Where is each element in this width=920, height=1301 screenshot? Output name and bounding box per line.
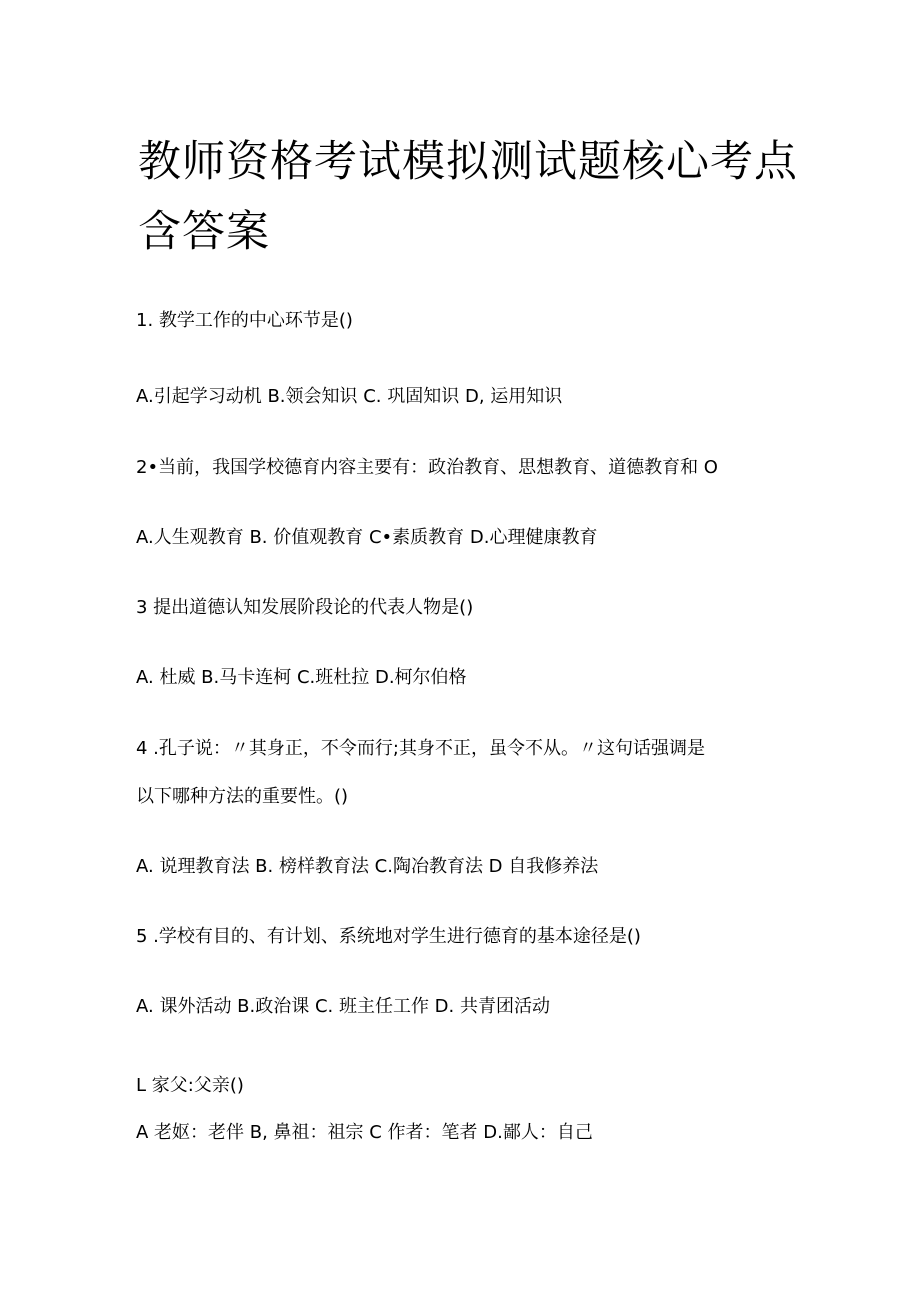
question-6-options: A 老妪：老伴 B, 鼻祖：祖宗 C 作者：笔者 D.鄙人：自己 (136, 1122, 593, 1143)
question-1-options: A.引起学习动机 B.领会知识 C. 巩固知识 D, 运用知识 (136, 386, 563, 407)
document-title-line-2: 含答案 (138, 207, 270, 257)
question-3-stem: 3 提出道德认知发展阶段论的代表人物是() (136, 597, 474, 618)
question-2-options: A.人生观教育 B. 价值观教育 C•素质教育 D.心理健康教育 (136, 527, 598, 548)
question-1-stem: 1. 教学工作的中心环节是() (136, 310, 353, 331)
question-4-stem-line-2: 以下哪种方法的重要性。() (136, 786, 349, 807)
question-5-options: A. 课外活动 B.政治课 C. 班主任工作 D. 共青团活动 (136, 996, 550, 1017)
question-2-stem: 2•当前，我国学校德育内容主要有：政治教育、思想教育、道德教育和 O (136, 457, 718, 478)
question-4-options: A. 说理教育法 B. 榜样教育法 C.陶冶教育法 D 自我修养法 (136, 856, 599, 877)
question-4-stem-line-1: 4 .孔子说：〃其身正，不令而行;其身不正，虽令不从。〃这句话强调是 (136, 738, 705, 759)
question-3-options: A. 杜威 B.马卡连柯 C.班杜拉 D.柯尔伯格 (136, 667, 467, 688)
question-5-stem: 5 .学校有目的、有计划、系统地对学生进行德育的基本途径是() (136, 926, 641, 947)
question-6-stem: L 家父:父亲() (136, 1075, 244, 1096)
document-title-line-1: 教师资格考试模拟测试题核心考点 (138, 137, 798, 187)
